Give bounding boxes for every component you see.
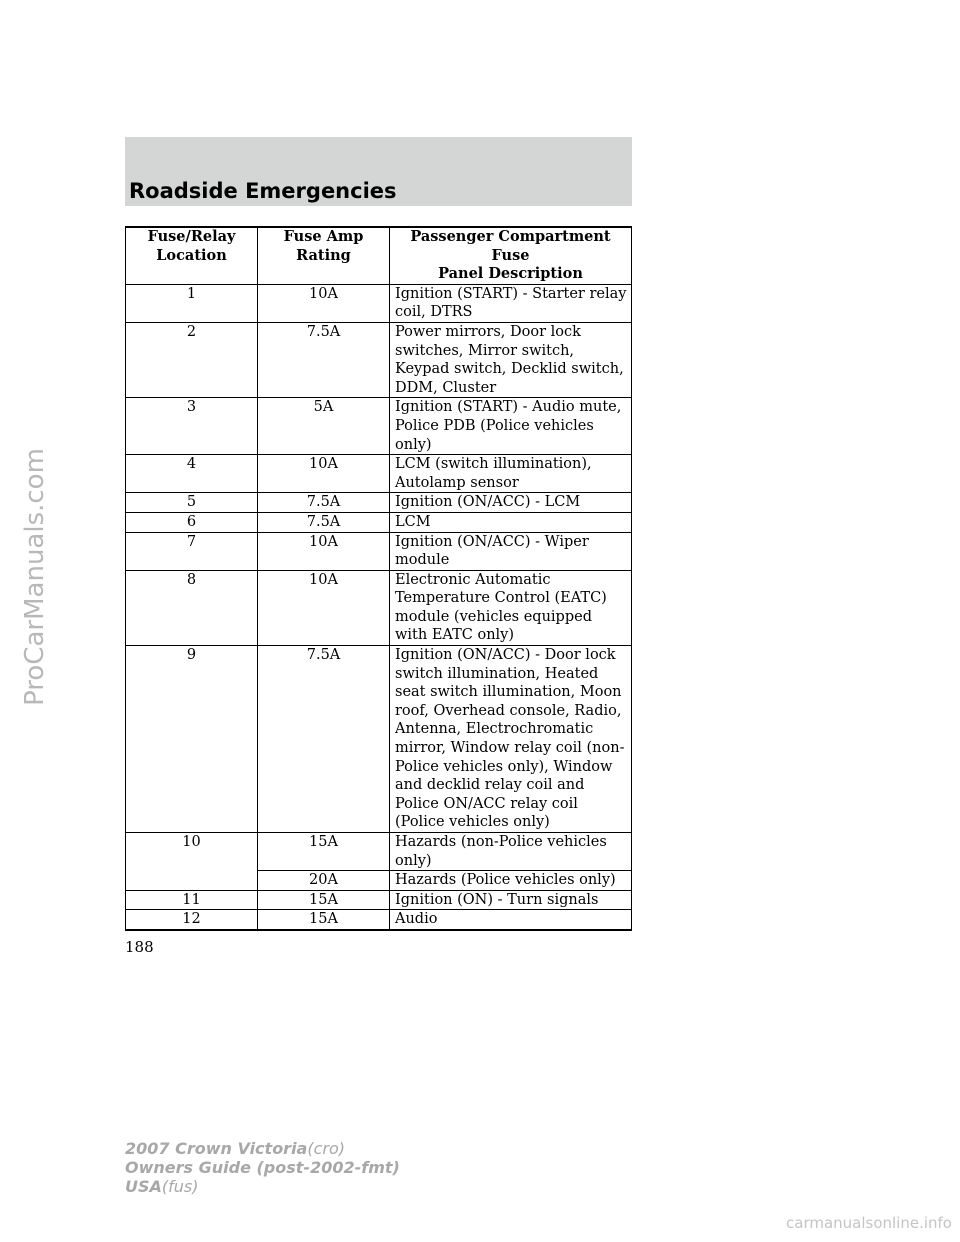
cell-amp: 7.5A	[258, 646, 390, 833]
footer-line-guide	[125, 1158, 400, 1177]
side-watermark	[10, 362, 60, 792]
cell-description: Hazards (Police vehicles only)	[390, 871, 632, 891]
footer-guide: Owners Guide (post-2002-fmt)	[125, 1158, 400, 1177]
cell-location: 8	[126, 570, 258, 645]
cell-description: Ignition (ON) - Turn signals	[390, 890, 632, 910]
cell-amp: 20A	[258, 871, 390, 891]
footer-line-model	[125, 1139, 400, 1158]
cell-description: Audio	[390, 910, 632, 930]
cell-description: Power mirrors, Door lock switches, Mirror switch, Keypad switch, Decklid switch, DDM, Cluster	[390, 322, 632, 397]
table-row	[126, 493, 632, 513]
section-header-band	[125, 137, 632, 206]
table-row	[126, 398, 632, 455]
table-header-row	[126, 227, 632, 284]
fuse-table	[125, 226, 632, 931]
cell-amp: 7.5A	[258, 512, 390, 532]
document-footer	[125, 1139, 400, 1196]
cell-amp: 15A	[258, 910, 390, 930]
footer-model: 2007 Crown Victoria	[125, 1139, 308, 1158]
cell-amp: 15A	[258, 833, 390, 871]
header-amp-rating: Fuse Amp Rating	[258, 227, 390, 284]
cell-amp: 7.5A	[258, 493, 390, 513]
cell-location: 7	[126, 532, 258, 570]
cell-location: 1	[126, 284, 258, 322]
table-row	[126, 910, 632, 930]
footer-market-code: (fus)	[161, 1177, 199, 1196]
cell-description: Ignition (START) - Audio mute, Police PDB (Police vehicles only)	[390, 398, 632, 455]
header-location: Fuse/Relay Location	[126, 227, 258, 284]
table-row	[126, 532, 632, 570]
table-row	[126, 890, 632, 910]
cell-amp: 15A	[258, 890, 390, 910]
cell-amp: 10A	[258, 284, 390, 322]
cell-amp: 10A	[258, 570, 390, 645]
table-row	[126, 284, 632, 322]
cell-location: 9	[126, 646, 258, 833]
cell-location: 12	[126, 910, 258, 930]
cell-amp: 10A	[258, 532, 390, 570]
cell-description: Electronic Automatic Temperature Control (EATC) module (vehicles equipped with EATC only)	[390, 570, 632, 645]
table-row	[126, 570, 632, 645]
cell-location: 3	[126, 398, 258, 455]
footer-market: USA	[125, 1177, 162, 1196]
cell-description: LCM	[390, 512, 632, 532]
cell-description: Ignition (ON/ACC) - Door lock switch illumination, Heated seat switch illumination, Moon roof, Overhead console, Radio, Antenna, Electrochromatic mirror, Window relay coil (non-Police vehicles only), Window and decklid relay coil and Police ON/ACC relay coil (Police vehicles only)	[390, 646, 632, 833]
table-row	[126, 322, 632, 397]
table-row	[126, 646, 632, 833]
cell-description: Ignition (ON/ACC) - LCM	[390, 493, 632, 513]
cell-amp: 7.5A	[258, 322, 390, 397]
cell-description: Hazards (non-Police vehicles only)	[390, 833, 632, 871]
table-row	[126, 455, 632, 493]
cell-description: Ignition (START) - Starter relay coil, DTRS	[390, 284, 632, 322]
footer-line-market	[125, 1177, 400, 1196]
table-row	[126, 512, 632, 532]
cell-location: 5	[126, 493, 258, 513]
cell-location: 11	[126, 890, 258, 910]
footer-model-code: (cro)	[307, 1139, 346, 1158]
page-number: 188	[125, 938, 154, 956]
cell-amp: 10A	[258, 455, 390, 493]
side-watermark-text: ProCarManuals.com	[20, 448, 50, 706]
cell-location: 10	[126, 833, 258, 891]
cell-description: Ignition (ON/ACC) - Wiper module	[390, 532, 632, 570]
cell-location: 6	[126, 512, 258, 532]
cell-location: 4	[126, 455, 258, 493]
bottom-watermark: carmanualsonline.info	[786, 1214, 952, 1232]
table-row	[126, 833, 632, 871]
section-title: Roadside Emergencies	[129, 179, 397, 203]
cell-description: LCM (switch illumination), Autolamp sensor	[390, 455, 632, 493]
cell-location: 2	[126, 322, 258, 397]
cell-amp: 5A	[258, 398, 390, 455]
header-description: Passenger Compartment Fuse Panel Description	[390, 227, 632, 284]
